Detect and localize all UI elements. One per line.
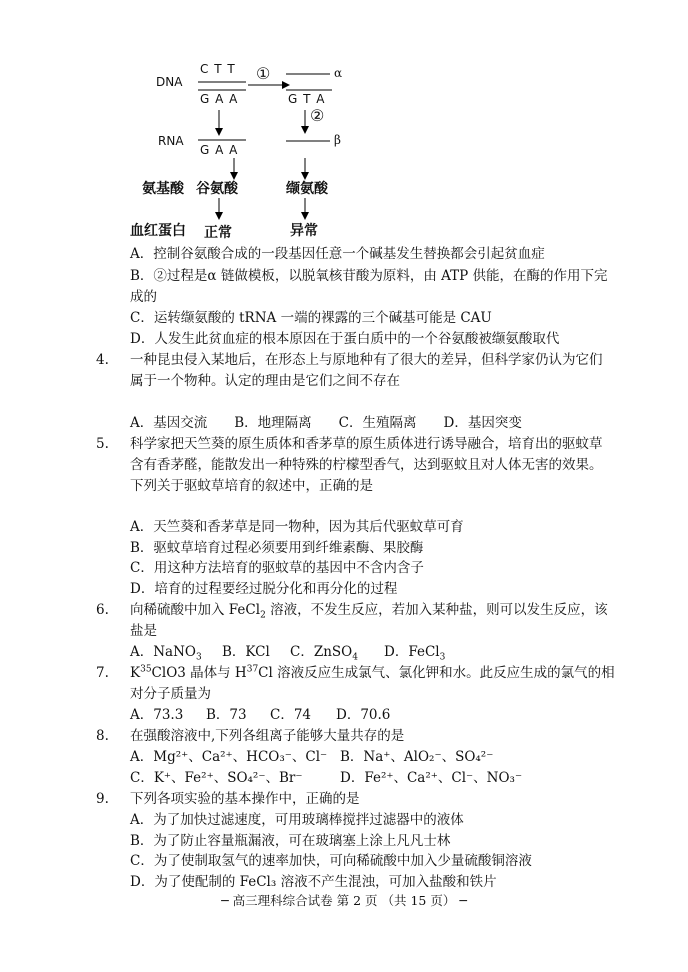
question-number: 8. bbox=[96, 728, 109, 744]
step2-marker: ② bbox=[310, 106, 325, 125]
option-c: C．运转缬氨酸的 tRNA 一端的裸露的三个碱基可能是 CAU bbox=[130, 310, 492, 326]
option-c: C．为了使制取氢气的速率加快，可向稀硫酸中加入少量硫酸铜溶液 bbox=[130, 853, 532, 869]
dna-top-strand: C T T bbox=[200, 62, 236, 76]
rna-strand: G A A bbox=[200, 143, 239, 157]
question-stem: 在强酸溶液中,下列各组离子能够大量共存的是 bbox=[130, 728, 405, 744]
option-b: B．为了防止容量瓶漏液，可在玻璃塞上涂上凡凡士林 bbox=[130, 833, 451, 849]
normal-label: 正常 bbox=[204, 225, 232, 241]
option-a: A．Mg²⁺、Ca²⁺、HCO₃⁻、Cl⁻ bbox=[130, 749, 328, 765]
option-a: A．控制谷氨酸合成的一段基因任意一个碱基发生替换都会引起贫血症 bbox=[130, 246, 545, 262]
step1-marker: ① bbox=[256, 64, 271, 83]
glutamate-label: 谷氨酸 bbox=[196, 181, 238, 197]
rna-label: RNA bbox=[158, 134, 184, 148]
dna-bottom-strand: G A A bbox=[200, 92, 239, 106]
hemoglobin-label: 血红蛋白 bbox=[130, 223, 186, 239]
option-d: D．为了使配制的 FeCl₃ 溶液不产生混浊，可加入盐酸和铁片 bbox=[130, 874, 497, 890]
option-b: B．驱蚊草培育过程必须要用到纤维素酶、果胶酶 bbox=[130, 540, 424, 556]
mutated-strand: G T A bbox=[288, 92, 326, 106]
question-number: 5. bbox=[96, 436, 109, 452]
abnormal-label: 异常 bbox=[290, 223, 318, 239]
option-a: A．为了加快过滤速度，可用玻璃棒搅拌过滤器中的液体 bbox=[130, 812, 464, 828]
option-c: C．用这种方法培育的驱蚊草的基因中不含内含子 bbox=[130, 560, 424, 576]
question-stem-cont: 含有香茅醛，能散发出一种特殊的柠檬型香气，达到驱蚊且对人体无害的效果。 bbox=[130, 457, 603, 473]
question-number: 7. bbox=[96, 665, 109, 681]
option-c: C．74 bbox=[270, 707, 312, 723]
option-b: B．73 bbox=[206, 707, 247, 723]
question-stem-cont: 属于一个物种。认定的理由是它们之间不存在 bbox=[130, 373, 400, 389]
diagram-lines bbox=[0, 0, 688, 240]
question-stem: 一种昆虫侵入某地后，在形态上与原地种有了很大的差异，但科学家仍认为它们 bbox=[130, 352, 603, 368]
alpha-label: α bbox=[334, 66, 343, 80]
beta-label: β bbox=[334, 133, 341, 147]
option-d: D．FeCl$_3$ bbox=[384, 644, 446, 663]
question-stem: 科学家把天竺葵的原生质体和香茅草的原生质体进行诱导融合，培育出的驱蚊草 bbox=[130, 436, 603, 452]
option-a: A．天竺葵和香茅草是同一物种，因为其后代驱蚊草可育 bbox=[130, 519, 464, 535]
question-stem: $K^{35}ClO3$ 晶体与 $H^{37}Cl$ 溶液反应生成氯气、氯化钾和水。此反应生成的氯气的相 bbox=[130, 664, 615, 681]
question-options: A．基因交流 B．地理隔离 C．生殖隔离 D．基因突变 bbox=[130, 415, 522, 431]
option-b-cont: 成的 bbox=[130, 289, 157, 305]
dna-label: DNA bbox=[156, 75, 183, 89]
question-stem-cont: 下列关于驱蚊草培育的叙述中，正确的是 bbox=[130, 478, 373, 494]
valine-label: 缬氨酸 bbox=[286, 181, 328, 197]
option-b: B．②过程是α 链做模板，以脱氧核苷酸为原料，由 ATP 供能，在酶的作用下完 bbox=[130, 268, 608, 284]
question-stem: 向稀硫酸中加入 FeCl$_2$ 溶液，不发生反应，若加入某种盐，则可以发生反应，该 bbox=[130, 602, 608, 621]
question-number: 6. bbox=[96, 602, 109, 618]
option-d: D．培育的过程要经过脱分化和再分化的过程 bbox=[130, 581, 398, 597]
option-c: C．K⁺、Fe²⁺、SO₄²⁻、Br⁻ bbox=[130, 770, 303, 786]
page-footer: ─ 高三理科综合试卷 第 2 页 （共 15 页） ─ bbox=[221, 893, 467, 908]
question-number: 9. bbox=[96, 791, 109, 807]
option-a: A．NaNO$_3$ bbox=[130, 644, 202, 663]
question-number: 4. bbox=[96, 352, 109, 368]
option-a: A．73.3 bbox=[130, 707, 184, 723]
option-b: B．Na⁺、AlO₂⁻、SO₄²⁻ bbox=[340, 749, 494, 765]
question-stem: 下列各项实验的基本操作中，正确的是 bbox=[130, 791, 360, 807]
question-stem-cont: 盐是 bbox=[130, 623, 157, 639]
option-d: D．Fe²⁺、Ca²⁺、Cl⁻、NO₃⁻ bbox=[340, 770, 523, 786]
option-b: B．KCl bbox=[222, 644, 270, 660]
option-d: D．人发生此贫血症的根本原因在于蛋白质中的一个谷氨酸被缬氨酸取代 bbox=[130, 331, 560, 347]
option-d: D．70.6 bbox=[336, 707, 391, 723]
option-c: C．ZnSO$_4$ bbox=[290, 644, 358, 663]
amino-acid-label: 氨基酸 bbox=[142, 181, 184, 197]
question-stem-cont: 对分子质量为 bbox=[130, 686, 211, 702]
